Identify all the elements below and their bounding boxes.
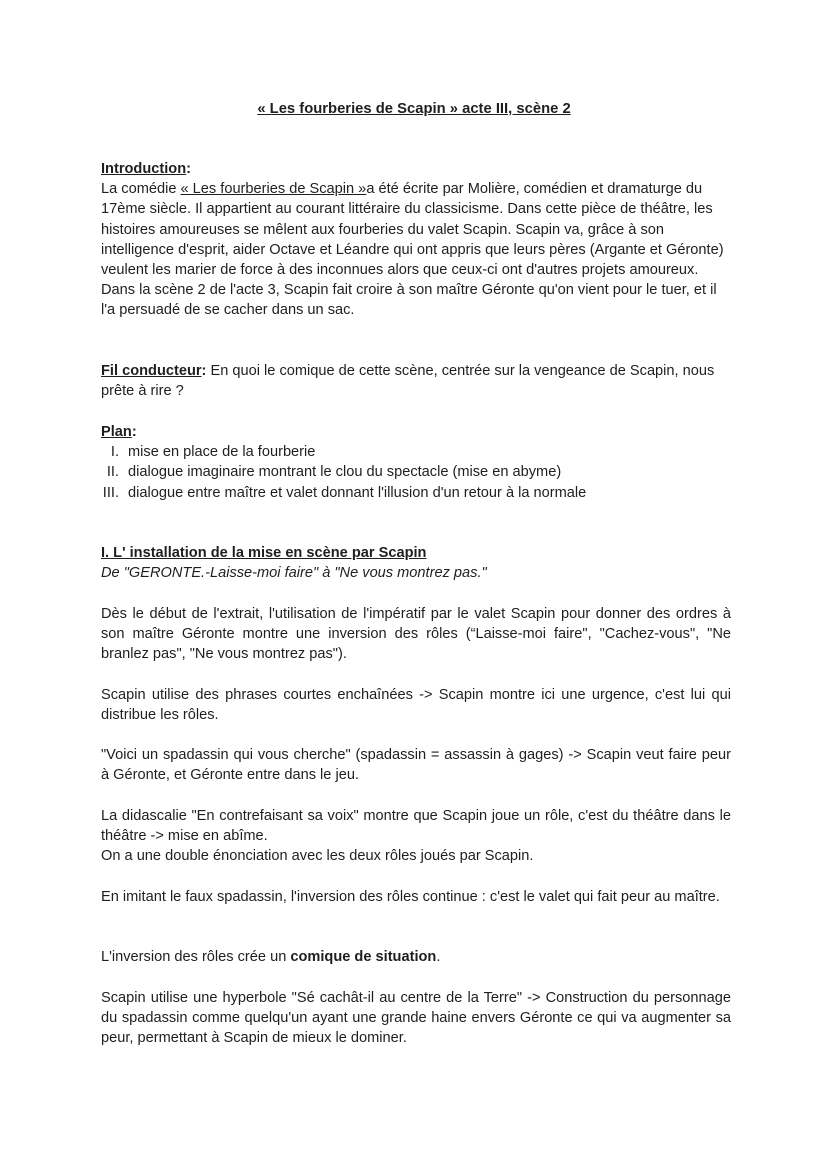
fil-conducteur-paragraph [101, 361, 731, 401]
introduction-paragraph [101, 179, 731, 280]
double-enonciation-line: On a une double énonciation avec les deux rôles joués par Scapin. [101, 848, 534, 865]
intro-text-before: La comédie [101, 181, 181, 198]
plan-item-number: II. [106, 464, 119, 481]
plan-item-text: dialogue imaginaire montrant le clou du spectacle (mise en abyme) [128, 464, 562, 481]
section-one [101, 543, 731, 583]
plan-item [88, 462, 731, 482]
plan-label: Plan [101, 424, 132, 440]
fil-conducteur-section [101, 361, 731, 401]
intro-play-title: « Les fourberies de Scapin » [180, 181, 367, 198]
document-title: « Les fourberies de Scapin » acte III, scène 2 [257, 101, 571, 117]
plan-item-number: III. [102, 484, 119, 501]
fil-conducteur-colon: : [201, 363, 207, 379]
comique-text-after: . [436, 949, 441, 965]
plan-colon: : [131, 424, 137, 440]
plan-item [88, 442, 731, 462]
intro-text-after: a été écrite par Molière, comédien et dramaturge du 17ème siècle. Il appartient au courant littéraire du classicisme. Dans cette pièce de théâtre, les histoires amoureuses se mêlent aux fourberies du valet Scapin. Scapin va, grâce à son intelligence d'esprit, aider Octave et Léandre qui ont appris que leurs pères (Argante et Géronte) veulent les marier de force à des inconnues alors que ceux-ci ont d'autres projets amoureux. [101, 181, 724, 279]
section-one-paragraph-4 [101, 806, 731, 867]
introduction-heading-text: Introduction [101, 161, 187, 177]
plan-section [101, 422, 731, 503]
section-one-paragraph-5: En imitant le faux spadassin, l'inversion des rôles continue : c'est le valet qui fait peur au maître. [101, 889, 720, 905]
section-one-paragraph-6 [101, 947, 731, 967]
fil-conducteur-question: En quoi le comique de cette scène, centrée sur la vengeance de Scapin, nous prête à rire ? [101, 363, 715, 400]
introduction-heading-colon: : [186, 161, 191, 177]
section-one-subtitle: De "GERONTE.-Laisse-moi faire" à "Ne vous montrez pas." [101, 565, 487, 582]
introduction-heading [101, 159, 731, 179]
fil-conducteur-label: Fil conducteur [101, 363, 202, 379]
didascalie-paragraph: La didascalie "En contrefaisant sa voix" montre que Scapin joue un rôle, c'est du théâtre dans le théâtre -> mise en abîme. [101, 808, 731, 845]
comique-text-before: L'inversion des rôles crée un [101, 949, 291, 965]
introduction-scene-paragraph: Dans la scène 2 de l'acte 3, Scapin fait croire à son maître Géronte qu'on vient pour le tuer, et il l'a persuadé de se cacher dans un sac. [101, 282, 717, 319]
section-one-heading: I. L' installation de la mise en scène par Scapin [101, 545, 427, 561]
section-one-paragraph-2: Scapin utilise des phrases courtes enchaînées -> Scapin montre ici une urgence, c'est lui qui distribue les rôles. [101, 687, 731, 724]
plan-item-text: mise en place de la fourberie [128, 444, 316, 461]
plan-item-text: dialogue entre maître et valet donnant l'illusion d'un retour à la normale [128, 484, 587, 501]
section-one-paragraph-1: Dès le début de l'extrait, l'utilisation de l'impératif par le valet Scapin pour donner des ordres à son maître Géronte montre une inversion des rôles (“Laisse-moi faire", "Cachez-vous", "Ne branlez pas", "Ne vous montrez pas"). [101, 606, 731, 663]
section-one-paragraph-3: "Voici un spadassin qui vous cherche" (spadassin = assassin à gages) -> Scapin veut faire peur à Géronte, et Géronte entre dans le jeu. [101, 747, 731, 784]
introduction-section [101, 159, 731, 321]
plan-item [88, 483, 731, 503]
plan-heading [101, 422, 731, 442]
section-one-paragraph-7: Scapin utilise une hyperbole "Sé cachât-il au centre de la Terre" -> Construction du personnage du spadassin comme quelqu'un ayant une grande haine envers Géronte ce qui va augmenter sa peur, permettant à Scapin de mieux le dominer. [101, 990, 731, 1047]
comique-de-situation: comique de situation [290, 949, 437, 965]
plan-item-number: I. [110, 444, 119, 461]
